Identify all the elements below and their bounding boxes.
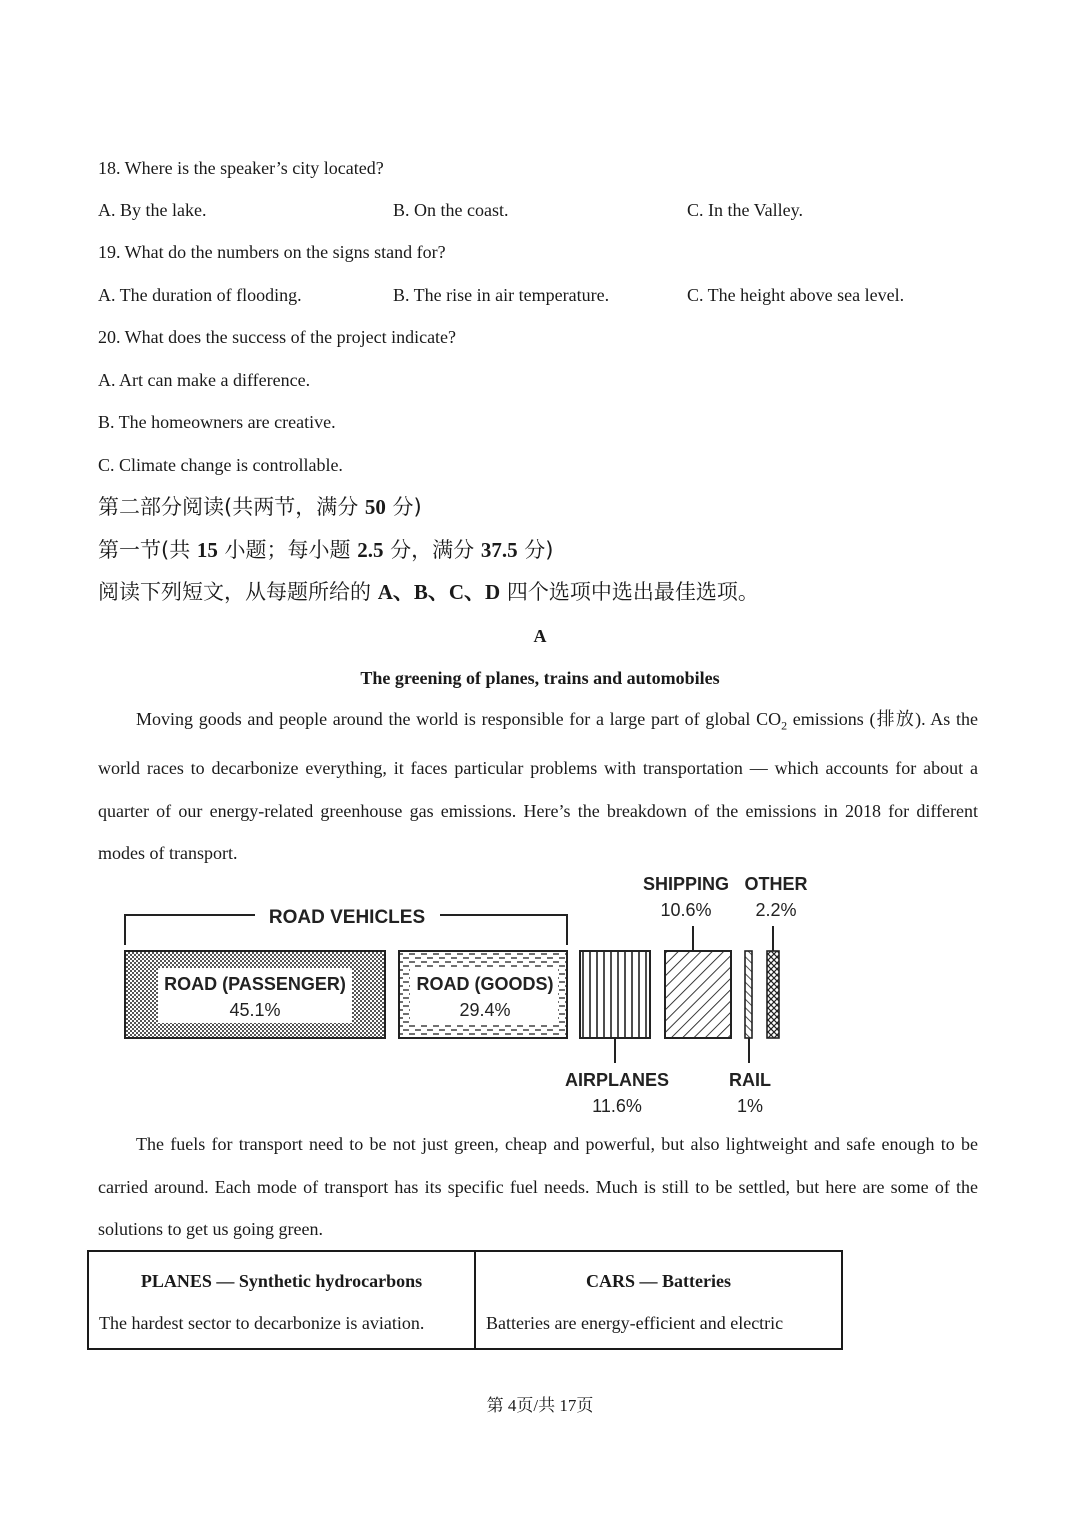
paragraph-1: Moving goods and people around the world is responsible for a large part of global $CO_2$ emissions (排放). As the world races to decarbonize everything, it faces particular problems with transportation — which accounts for about a quarter of our energy-related greenhouse gas emissions. Here’s the breakdown of the emissions in 2018 for different modes of transport. xyxy=(98,709,978,864)
instructions: 阅读下列短文，从每题所给的 A、B、C、D 四个选项中选出最佳选项。 xyxy=(98,580,759,604)
bar-rail xyxy=(745,951,752,1038)
question-18-option-c: C. In the Valley. xyxy=(687,200,803,220)
question-19-option-c: C. The height above sea level. xyxy=(687,285,905,305)
value-road-goods: 29.4% xyxy=(459,1000,511,1020)
emissions-chart xyxy=(0,860,1080,1125)
question-19-option-b: B. The rise in air temperature. xyxy=(393,285,610,305)
bar-shipping xyxy=(665,951,731,1038)
question-20-option-b: B. The homeowners are creative. xyxy=(98,412,336,432)
value-other: 2.2% xyxy=(755,900,797,920)
cars-cell xyxy=(475,1251,842,1349)
road-vehicles-bracket xyxy=(125,907,567,945)
planes-text: The hardest sector to decarbonize is aviation. xyxy=(99,1313,425,1333)
label-road-passenger: ROAD (PASSENGER) xyxy=(164,974,346,994)
question-20-stem: 20. What does the success of the project indicate? xyxy=(98,327,457,347)
cars-text: Batteries are energy-efficient and electric xyxy=(486,1313,784,1333)
passage-letter: A xyxy=(533,626,547,646)
value-road-passenger: 45.1% xyxy=(229,1000,281,1020)
value-airplanes: 11.6% xyxy=(592,1096,642,1116)
cars-title: CARS — Batteries xyxy=(586,1271,731,1291)
passage-title: The greening of planes, trains and automobiles xyxy=(360,668,720,688)
solutions-table xyxy=(87,1250,843,1350)
question-18-option-a: A. By the lake. xyxy=(98,200,207,220)
question-19-option-a: A. The duration of flooding. xyxy=(98,285,302,305)
label-other: OTHER xyxy=(744,874,808,894)
page-footer: 第 4页/共 17页 xyxy=(486,1396,594,1415)
bar-airplanes xyxy=(580,951,650,1038)
label-shipping: SHIPPING xyxy=(642,874,730,894)
question-18-option-b: B. On the coast. xyxy=(393,200,509,220)
road-vehicles-label: ROAD VEHICLES xyxy=(268,907,426,928)
paragraph-2: The fuels for transport need to be not just green, cheap and powerful, but also lightweight and safe enough to be carried around. Each mode of transport has its specific fuel needs. Much is still to be settled, but here are some of the solutions to get us going green. xyxy=(98,1134,978,1239)
question-20-option-a: A. Art can make a difference. xyxy=(98,370,311,390)
section-heading: 第一节(共 15 小题；每小题 2.5 分，满分 37.5 分) xyxy=(98,538,554,562)
part-heading: 第二部分阅读(共两节，满分 50 分) xyxy=(98,495,422,519)
question-20-option-c: C. Climate change is controllable. xyxy=(98,455,343,475)
planes-title: PLANES — Synthetic hydrocarbons xyxy=(140,1271,423,1291)
question-19-stem: 19. What do the numbers on the signs stand for? xyxy=(98,242,446,262)
question-18-stem: 18. Where is the speaker’s city located? xyxy=(98,158,384,178)
value-rail: 1% xyxy=(736,1096,764,1116)
label-rail: RAIL xyxy=(729,1070,771,1090)
planes-cell xyxy=(88,1251,475,1349)
value-shipping: 10.6% xyxy=(660,900,712,920)
bar-other xyxy=(767,951,779,1038)
label-road-goods: ROAD (GOODS) xyxy=(416,974,554,994)
label-airplanes: AIRPLANES xyxy=(564,1070,670,1090)
